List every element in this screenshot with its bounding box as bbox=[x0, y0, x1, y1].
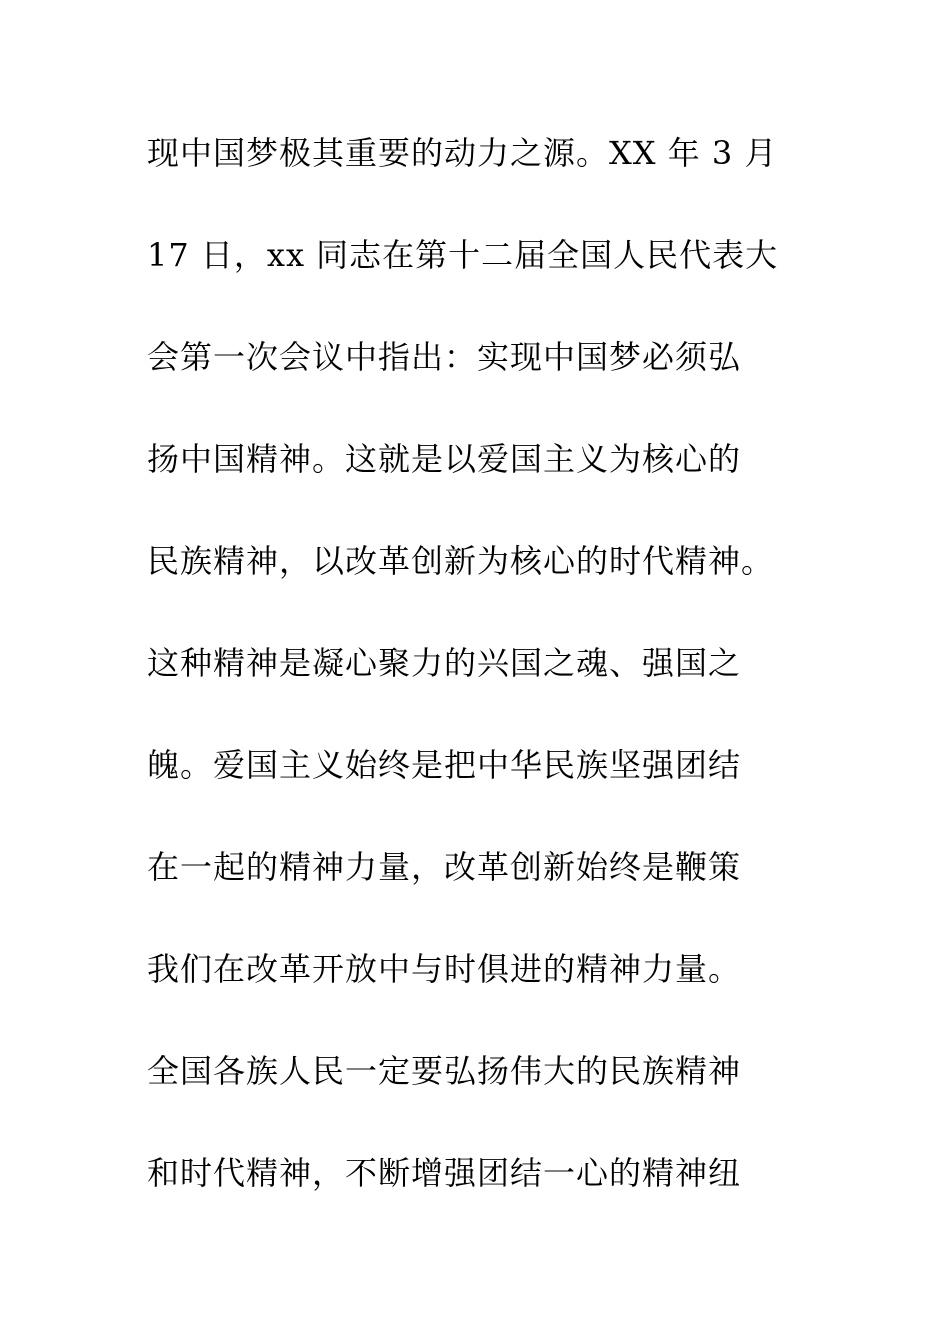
text-line: 民族精神，以改革创新为核心的时代精神。 bbox=[147, 542, 775, 580]
text-line: 我们在改革开放中与时俱进的精神力量。 bbox=[147, 950, 742, 988]
text-line: 全国各族人民一定要弘扬伟大的民族精神 bbox=[147, 1052, 742, 1090]
text-line: 会第一次会议中指出：实现中国梦必须弘 bbox=[147, 338, 742, 376]
text-line: 17 日，xx 同志在第十二届全国人民代表大 bbox=[147, 236, 779, 274]
text-line: 这种精神是凝心聚力的兴国之魂、强国之 bbox=[147, 644, 742, 682]
body-text bbox=[147, 127, 847, 1249]
text-line: 扬中国精神。这就是以爱国主义为核心的 bbox=[147, 440, 742, 478]
text-line: 在一起的精神力量，改革创新始终是鞭策 bbox=[147, 848, 742, 886]
text-line: 现中国梦极其重要的动力之源。XX 年 3 月 bbox=[147, 134, 778, 172]
text-line: 魄。爱国主义始终是把中华民族坚强团结 bbox=[147, 746, 742, 784]
text-line: 和时代精神，不断增强团结一心的精神纽 bbox=[147, 1154, 742, 1192]
